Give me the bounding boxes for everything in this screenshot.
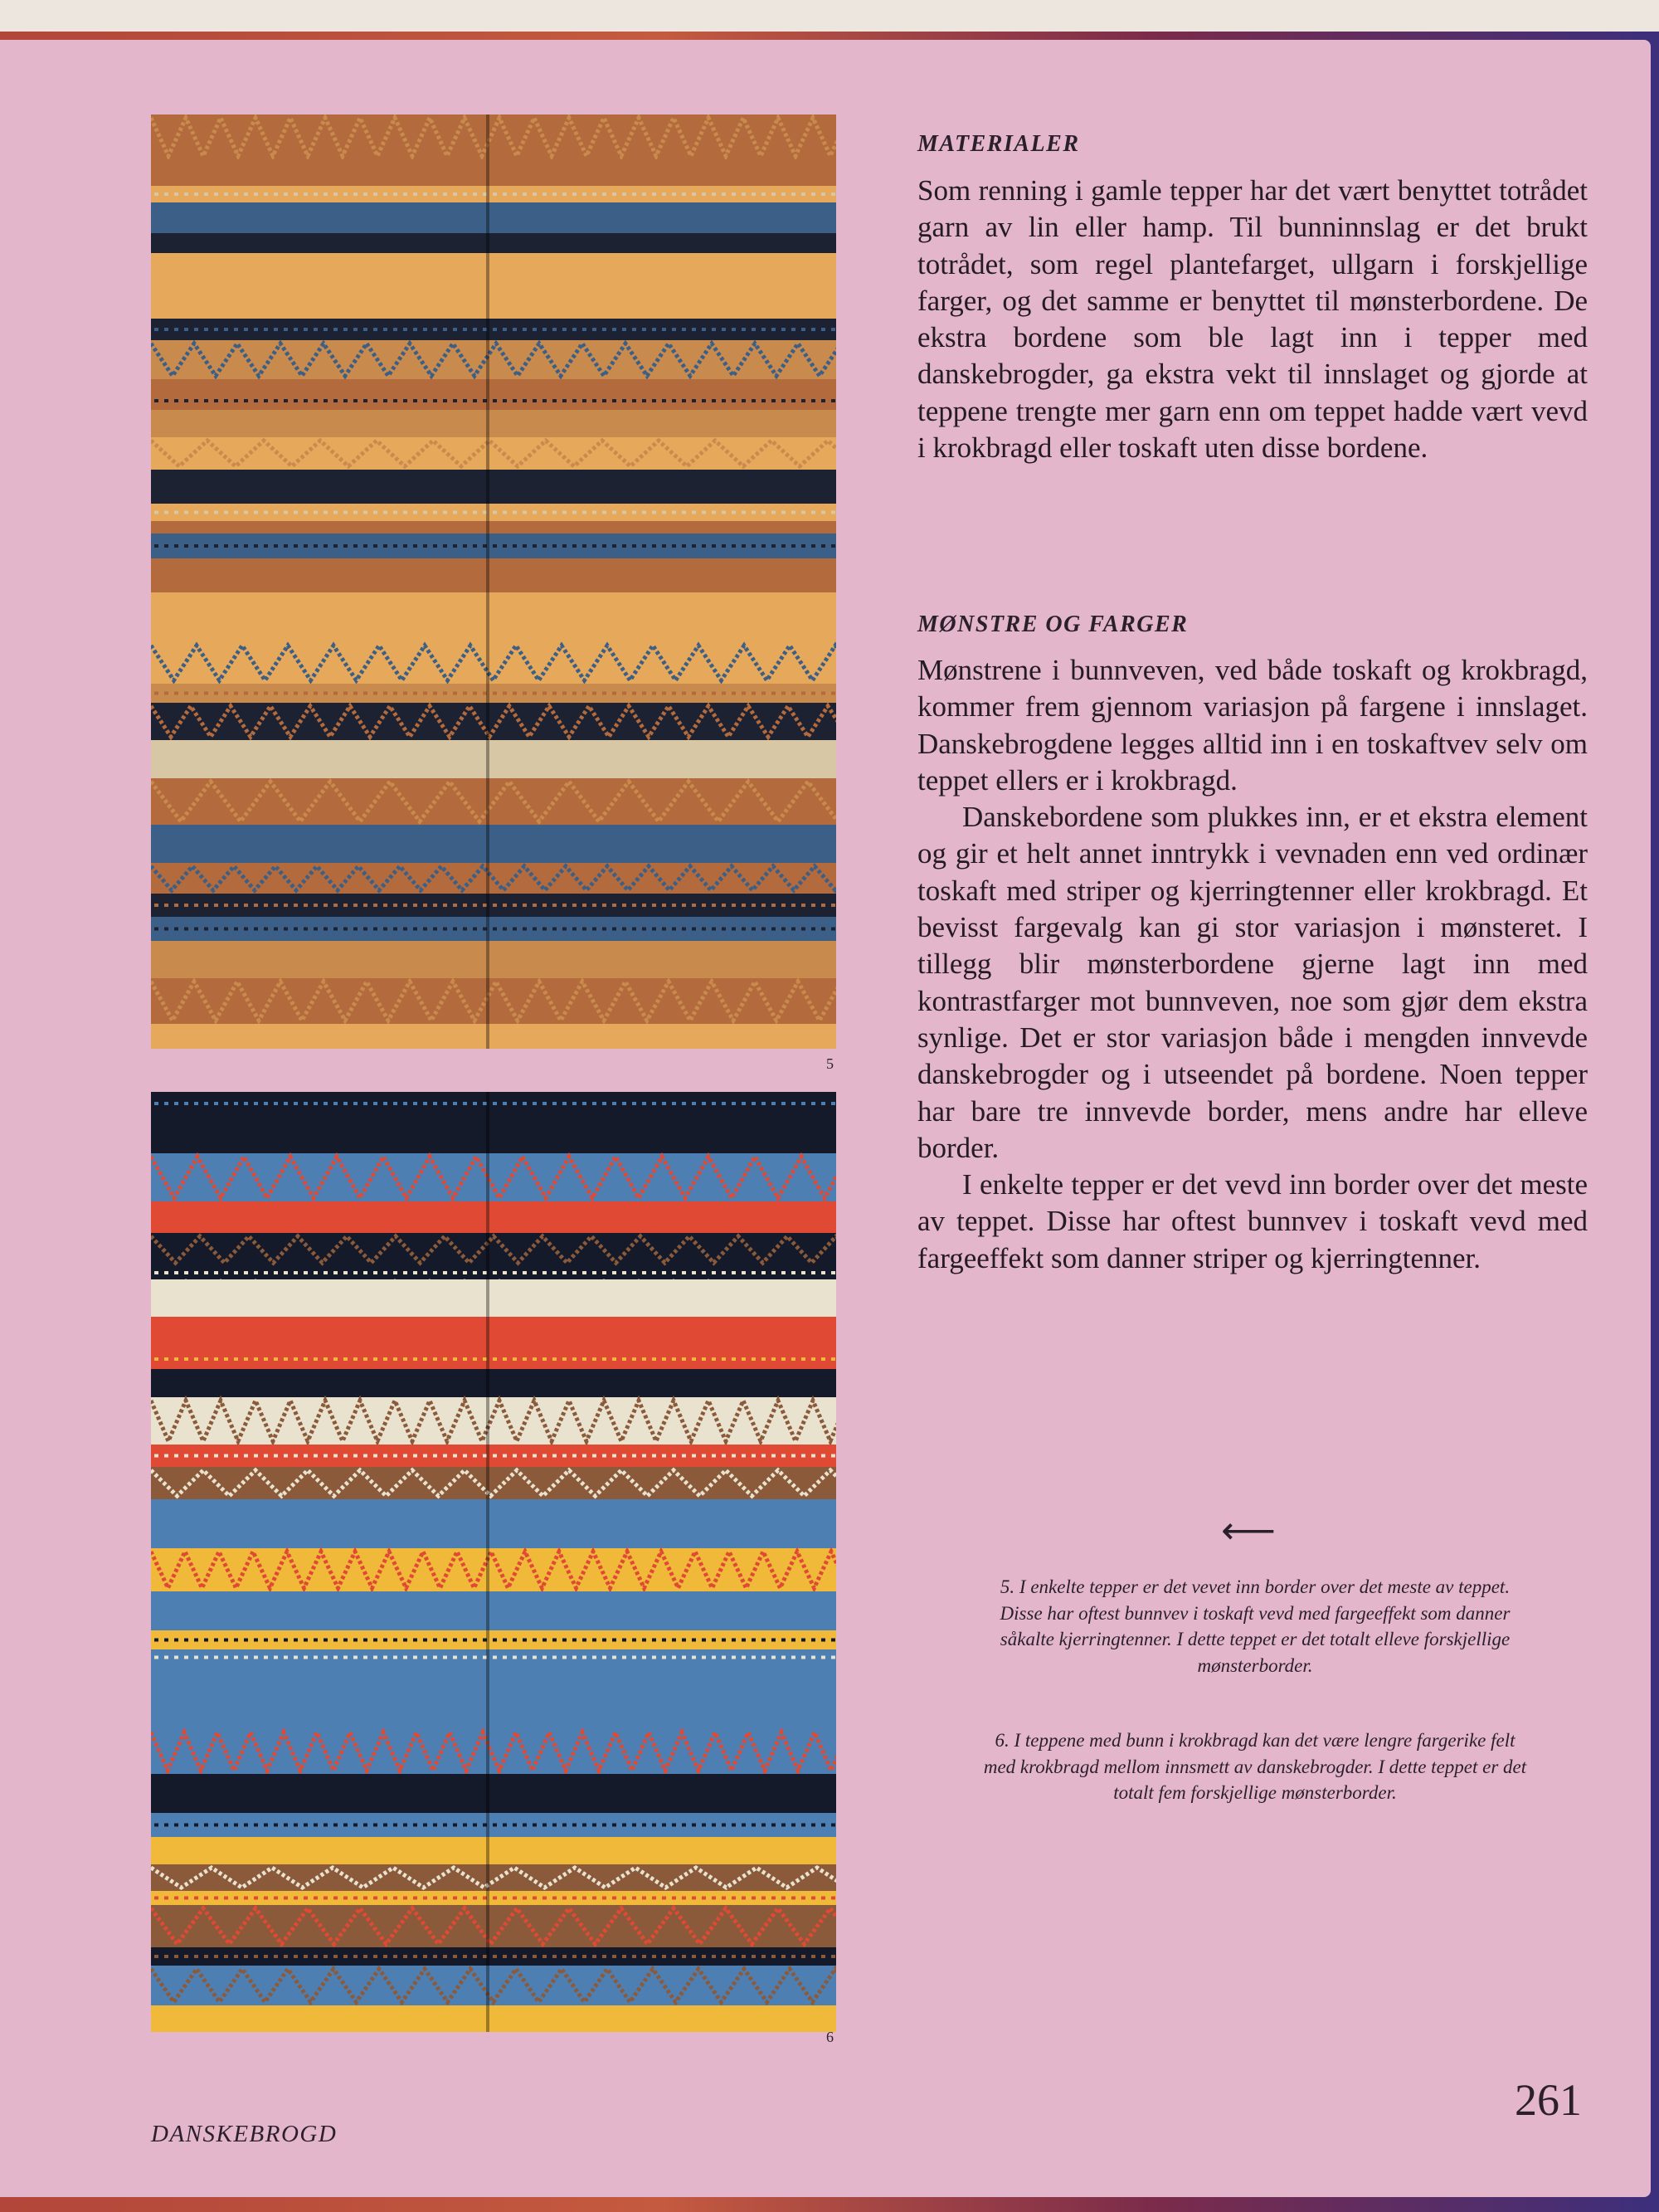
textile-photo-6 <box>151 1092 836 2032</box>
section-body-materialer <box>917 173 1588 466</box>
textile-photo-5 <box>151 114 836 1049</box>
woven-pattern-5 <box>151 114 836 1049</box>
section-heading-monstre-og-farger: MØNSTRE OG FARGER <box>917 611 1189 637</box>
left-arrow-icon: ⟵ <box>1221 1509 1276 1552</box>
section-heading-materialer: MATERIALER <box>917 131 1080 157</box>
paragraph: Mønstrene i bunnveven, ved både toskaft og krokbragd, kommer frem gjennom variasjon på fargene i innslaget. Danskebrogdene legges alltid inn i en toskaftvev selv om teppet ellers er i krokbragd. <box>917 654 1588 797</box>
figure-number-5: 5 <box>826 1055 834 1072</box>
caption-figure-5: 5. I enkelte tepper er det vevet inn border over det meste av teppet. Disse har oftest bunnvev i toskaft vevd med fargeeffekt som danner såkalte kjerringtenner. I dette teppet er det totalt elleve forskjellige mønsterborder. <box>1000 1576 1511 1676</box>
figure-number-6: 6 <box>826 2029 834 2045</box>
paragraph: Danskebordene som plukkes inn, er et ekstra element og gir et helt annet inntrykk i vevnaden enn ved ordinær toskaft med striper og kjerringtenner eller krokbragd. Et bevisst fargevalg kan gi stor variasjon i mønsteret. I tillegg blir mønsterbordene gjerne lagt inn med kontrastfarger mot bunnveven, noe som gjør dem ekstra synlige. Det er stor variasjon både i mengden innvevde danskebrogder og i utseendet på bordene. Noen tepper har bare tre innvevde border, mens andre har elleve border. <box>917 801 1588 1164</box>
running-footer-title: DANSKEBROGD <box>151 2121 338 2147</box>
paragraph: Som renning i gamle tepper har det vært benyttet totrådet garn av lin eller hamp. Til bunninnslag er det brukt totrådet, som regel plantefarget, ullgarn i forskjellige farger, og det samme er benyttet til mønsterbordene. De ekstra bordene som ble lagt inn i tepper med danskebrogder, ga ekstra vekt til innslaget og gjorde at teppene trengte mer garn enn om teppet hadde vært vevd i krokbragd eller toskaft uten disse bordene. <box>917 174 1588 465</box>
page-number: 261 <box>1515 2075 1582 2125</box>
woven-pattern-6 <box>151 1092 836 2032</box>
paragraph: I enkelte tepper er det vevd inn border over det meste av teppet. Disse har oftest bunnvev i toskaft vevd med fargeeffekt som danner striper og kjerringtenner. <box>917 1168 1588 1274</box>
section-body-monstre-og-farger <box>917 652 1588 1277</box>
caption-figure-6: 6. I teppene med bunn i krokbragd kan det være lengre fargerike felt med krokbragd mellom innsmett av danskebrogder. I dette teppet er det totalt fem forskjellige mønsterborder. <box>983 1730 1527 1803</box>
